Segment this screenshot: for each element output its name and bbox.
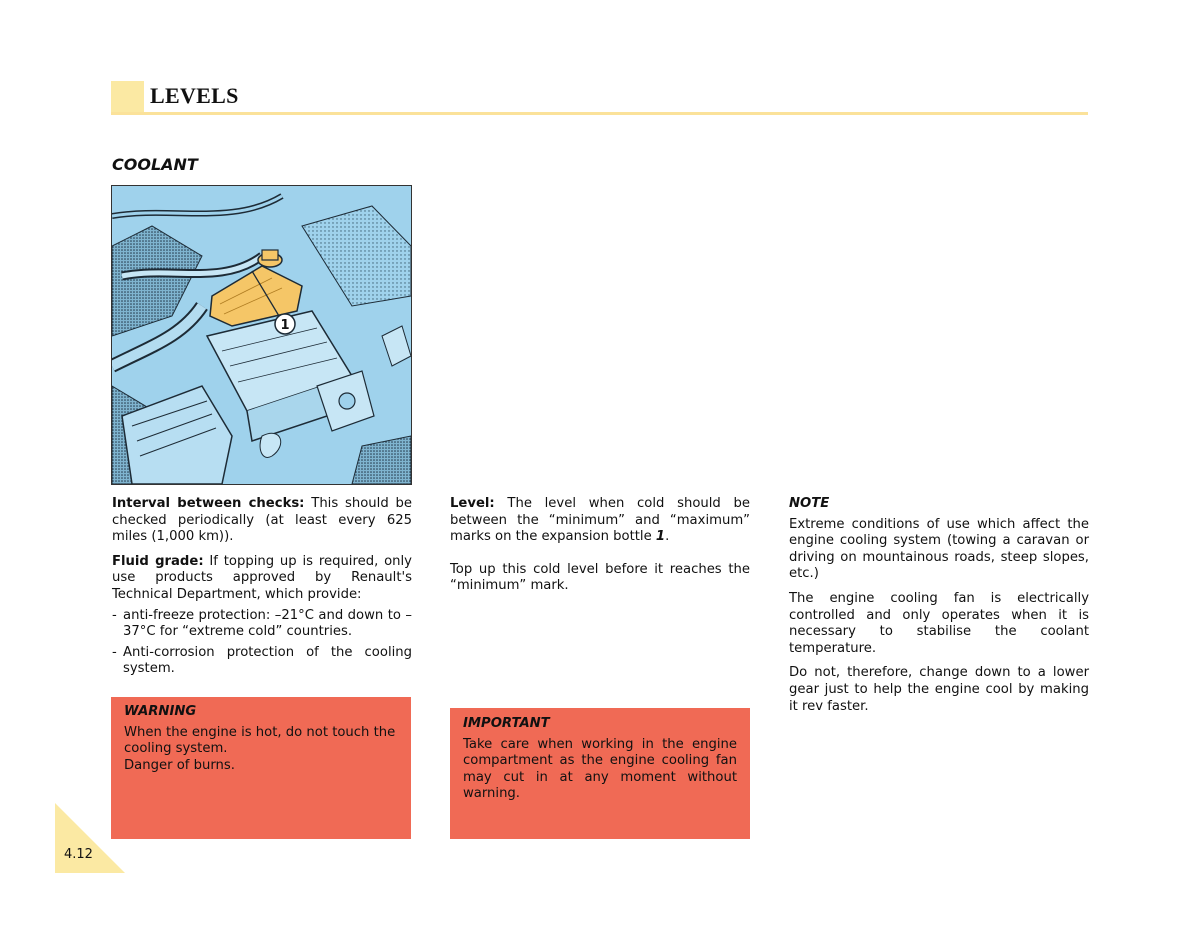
important-box — [450, 708, 750, 839]
fluid-label: Fluid grade: — [112, 553, 204, 569]
header-accent-block — [111, 81, 144, 113]
section-title: COOLANT — [112, 155, 198, 174]
header-rule — [111, 112, 1088, 115]
level-end: . — [665, 529, 670, 545]
engine-drawing — [112, 186, 411, 484]
topup-paragraph: Top up this cold level before it reaches the “minimum” mark. — [450, 561, 750, 594]
level-paragraph — [450, 496, 750, 546]
fluid-text: If topping up is required, only use products approved by Renault's Technical Department, which provide: — [112, 553, 412, 602]
note-title: NOTE — [789, 496, 830, 511]
column-right — [789, 496, 1089, 723]
note-paragraph-2: The engine cooling fan is electrically controlled and only operates when it is necessary to stabilise the coolant temperature. — [789, 590, 1089, 656]
important-title: IMPORTANT — [463, 716, 550, 731]
warning-line-1: When the engine is hot, do not touch the cooling system. — [124, 724, 396, 757]
callout-label: 1 — [280, 318, 290, 333]
bullet-text: Anti-corrosion protection of the cooling system. — [123, 644, 412, 677]
column-middle — [450, 496, 750, 603]
fluid-paragraph — [112, 554, 412, 604]
warning-title: WARNING — [124, 704, 197, 719]
warning-line-2: Danger of burns. — [124, 757, 235, 773]
list-item: - Anti-corrosion protection of the cooling system. — [112, 644, 412, 677]
level-label: Level: — [450, 496, 495, 511]
warning-box — [111, 697, 411, 839]
interval-paragraph — [112, 496, 412, 546]
level-ref: 1 — [655, 529, 666, 545]
level-text: The level when cold should be between the “minimum” and “maximum” marks on the expansion bottle — [450, 496, 750, 545]
page-number: 4.12 — [64, 847, 93, 862]
note-paragraph-1: Extreme conditions of use which affect the engine cooling system (towing a caravan or driving on mountainous roads, steep slopes, etc.) — [789, 516, 1089, 582]
bullet-text: anti-freeze protection: –21°C and down to –37°C for “extreme cold” countries. — [123, 607, 412, 640]
column-left — [112, 496, 412, 682]
interval-label: Interval between checks: — [112, 496, 305, 511]
page-corner-tab — [55, 803, 125, 873]
important-text: Take care when working in the engine compartment as the engine cooling fan may cut in at any moment without warning. — [463, 736, 737, 802]
engine-compartment-illustration — [111, 185, 412, 485]
list-item: - anti-freeze protection: –21°C and down to –37°C for “extreme cold” countries. — [112, 607, 412, 640]
note-paragraph-3: Do not, therefore, change down to a lower gear just to help the engine cool by making it rev faster. — [789, 665, 1089, 714]
interval-text: This should be checked periodically (at least every 625 miles (1,000 km)). — [112, 496, 412, 545]
page-title: LEVELS — [150, 83, 239, 108]
